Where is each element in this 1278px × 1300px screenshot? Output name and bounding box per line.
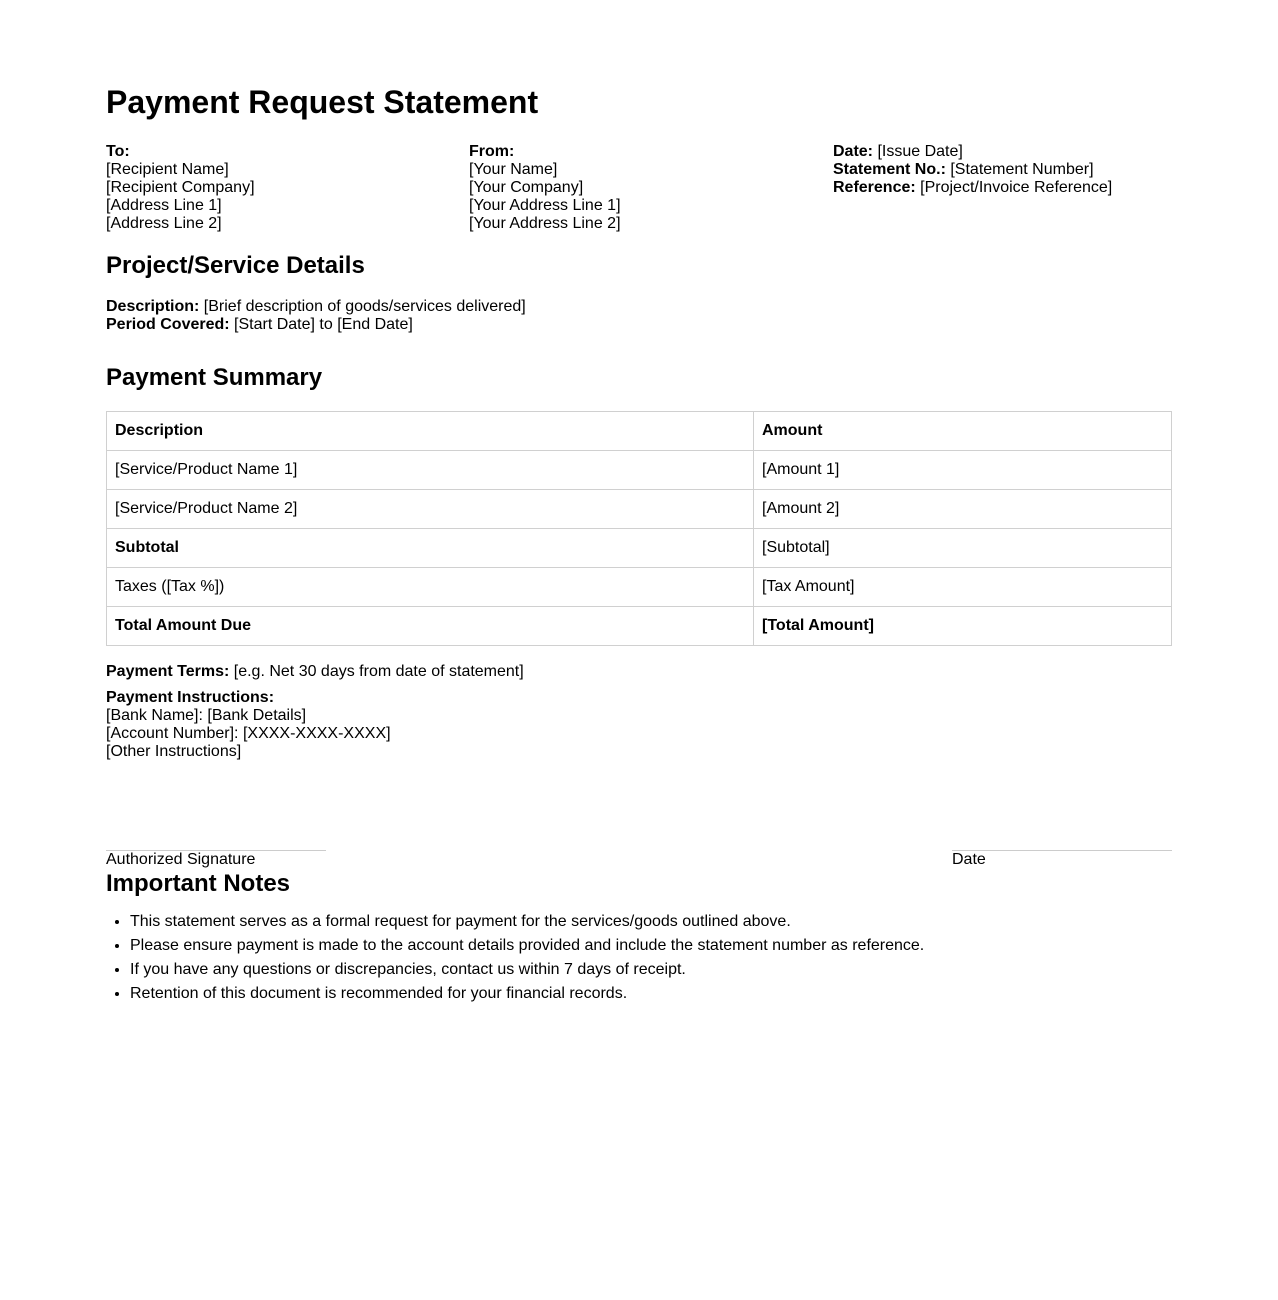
row-amount: [Amount 1] bbox=[754, 451, 1172, 490]
date-line bbox=[833, 143, 1172, 161]
important-notes-list bbox=[106, 910, 1172, 1006]
subtotal-label: Subtotal bbox=[107, 529, 754, 568]
recipient-address-2: [Address Line 2] bbox=[106, 215, 222, 232]
reference-line bbox=[833, 179, 1172, 197]
sender-name: [Your Name] bbox=[469, 161, 558, 178]
date-value: [Issue Date] bbox=[877, 143, 963, 160]
project-details bbox=[106, 298, 1172, 334]
date-label: Date: bbox=[833, 143, 874, 160]
table-row bbox=[107, 490, 1172, 529]
row-description: [Service/Product Name 2] bbox=[107, 490, 754, 529]
description-value: [Brief description of goods/services delivered] bbox=[203, 298, 526, 315]
recipient-company: [Recipient Company] bbox=[106, 179, 255, 196]
recipient-address-1: [Address Line 1] bbox=[106, 197, 222, 214]
list-item: • Retention of this document is recommended for your financial records. bbox=[130, 982, 1172, 1006]
signature-section bbox=[106, 850, 1172, 869]
subtotal-amount: [Subtotal] bbox=[754, 529, 1172, 568]
payment-terms-label: Payment Terms: bbox=[106, 663, 230, 680]
table-header-row bbox=[107, 412, 1172, 451]
sender-address-2: [Your Address Line 2] bbox=[469, 215, 621, 232]
period-line bbox=[106, 316, 1172, 334]
signature-date-label: Date bbox=[952, 851, 986, 868]
column-header-description: Description bbox=[107, 412, 754, 451]
total-row bbox=[107, 607, 1172, 646]
description-line bbox=[106, 298, 1172, 316]
total-label: Total Amount Due bbox=[107, 607, 754, 646]
statement-number-label: Statement No.: bbox=[833, 161, 946, 178]
row-description: [Service/Product Name 1] bbox=[107, 451, 754, 490]
page-title: Payment Request Statement bbox=[106, 84, 539, 120]
payment-instructions-label: Payment Instructions: bbox=[106, 689, 275, 706]
total-amount: [Total Amount] bbox=[754, 607, 1172, 646]
important-notes-heading: Important Notes bbox=[106, 870, 291, 897]
description-label: Description: bbox=[106, 298, 200, 315]
period-value: [Start Date] to [End Date] bbox=[234, 316, 413, 333]
from-label: From: bbox=[469, 143, 515, 160]
statement-number-value: [Statement Number] bbox=[950, 161, 1094, 178]
sender-company: [Your Company] bbox=[469, 179, 584, 196]
other-instructions-line: [Other Instructions] bbox=[106, 743, 242, 760]
row-amount: [Amount 2] bbox=[754, 490, 1172, 529]
taxes-amount: [Tax Amount] bbox=[754, 568, 1172, 607]
authorized-signature-line bbox=[106, 850, 326, 869]
authorized-signature-label: Authorized Signature bbox=[106, 851, 256, 868]
taxes-row bbox=[107, 568, 1172, 607]
period-label: Period Covered: bbox=[106, 316, 230, 333]
reference-label: Reference: bbox=[833, 179, 916, 196]
taxes-label: Taxes ([Tax %]) bbox=[107, 568, 754, 607]
payment-terms bbox=[106, 663, 1172, 681]
column-header-amount: Amount bbox=[754, 412, 1172, 451]
statement-number-line bbox=[833, 161, 1172, 179]
bank-details-line: [Bank Name]: [Bank Details] bbox=[106, 707, 307, 724]
sender-block bbox=[469, 143, 833, 233]
payment-summary-heading: Payment Summary bbox=[106, 364, 323, 391]
payment-summary-table bbox=[106, 411, 1172, 646]
payment-terms-value: [e.g. Net 30 days from date of statement] bbox=[233, 663, 524, 680]
account-number-line: [Account Number]: [XXXX-XXXX-XXXX] bbox=[106, 725, 391, 742]
payment-instructions bbox=[106, 689, 1172, 761]
recipient-name: [Recipient Name] bbox=[106, 161, 229, 178]
signature-date-line bbox=[952, 850, 1172, 869]
list-item: • If you have any questions or discrepancies, contact us within 7 days of receipt. bbox=[130, 958, 1172, 982]
statement-page bbox=[106, 0, 1172, 1006]
project-details-heading: Project/Service Details bbox=[106, 252, 365, 279]
sender-address-1: [Your Address Line 1] bbox=[469, 197, 621, 214]
table-row bbox=[107, 451, 1172, 490]
list-item: • Please ensure payment is made to the account details provided and include the statement number as reference. bbox=[130, 934, 1172, 958]
recipient-block bbox=[106, 143, 469, 233]
reference-value: [Project/Invoice Reference] bbox=[920, 179, 1113, 196]
subtotal-row bbox=[107, 529, 1172, 568]
statement-meta-block bbox=[833, 143, 1172, 233]
list-item: • This statement serves as a formal request for payment for the services/goods outlined above. bbox=[130, 910, 1172, 934]
to-label: To: bbox=[106, 143, 130, 160]
parties-section bbox=[106, 143, 1172, 233]
